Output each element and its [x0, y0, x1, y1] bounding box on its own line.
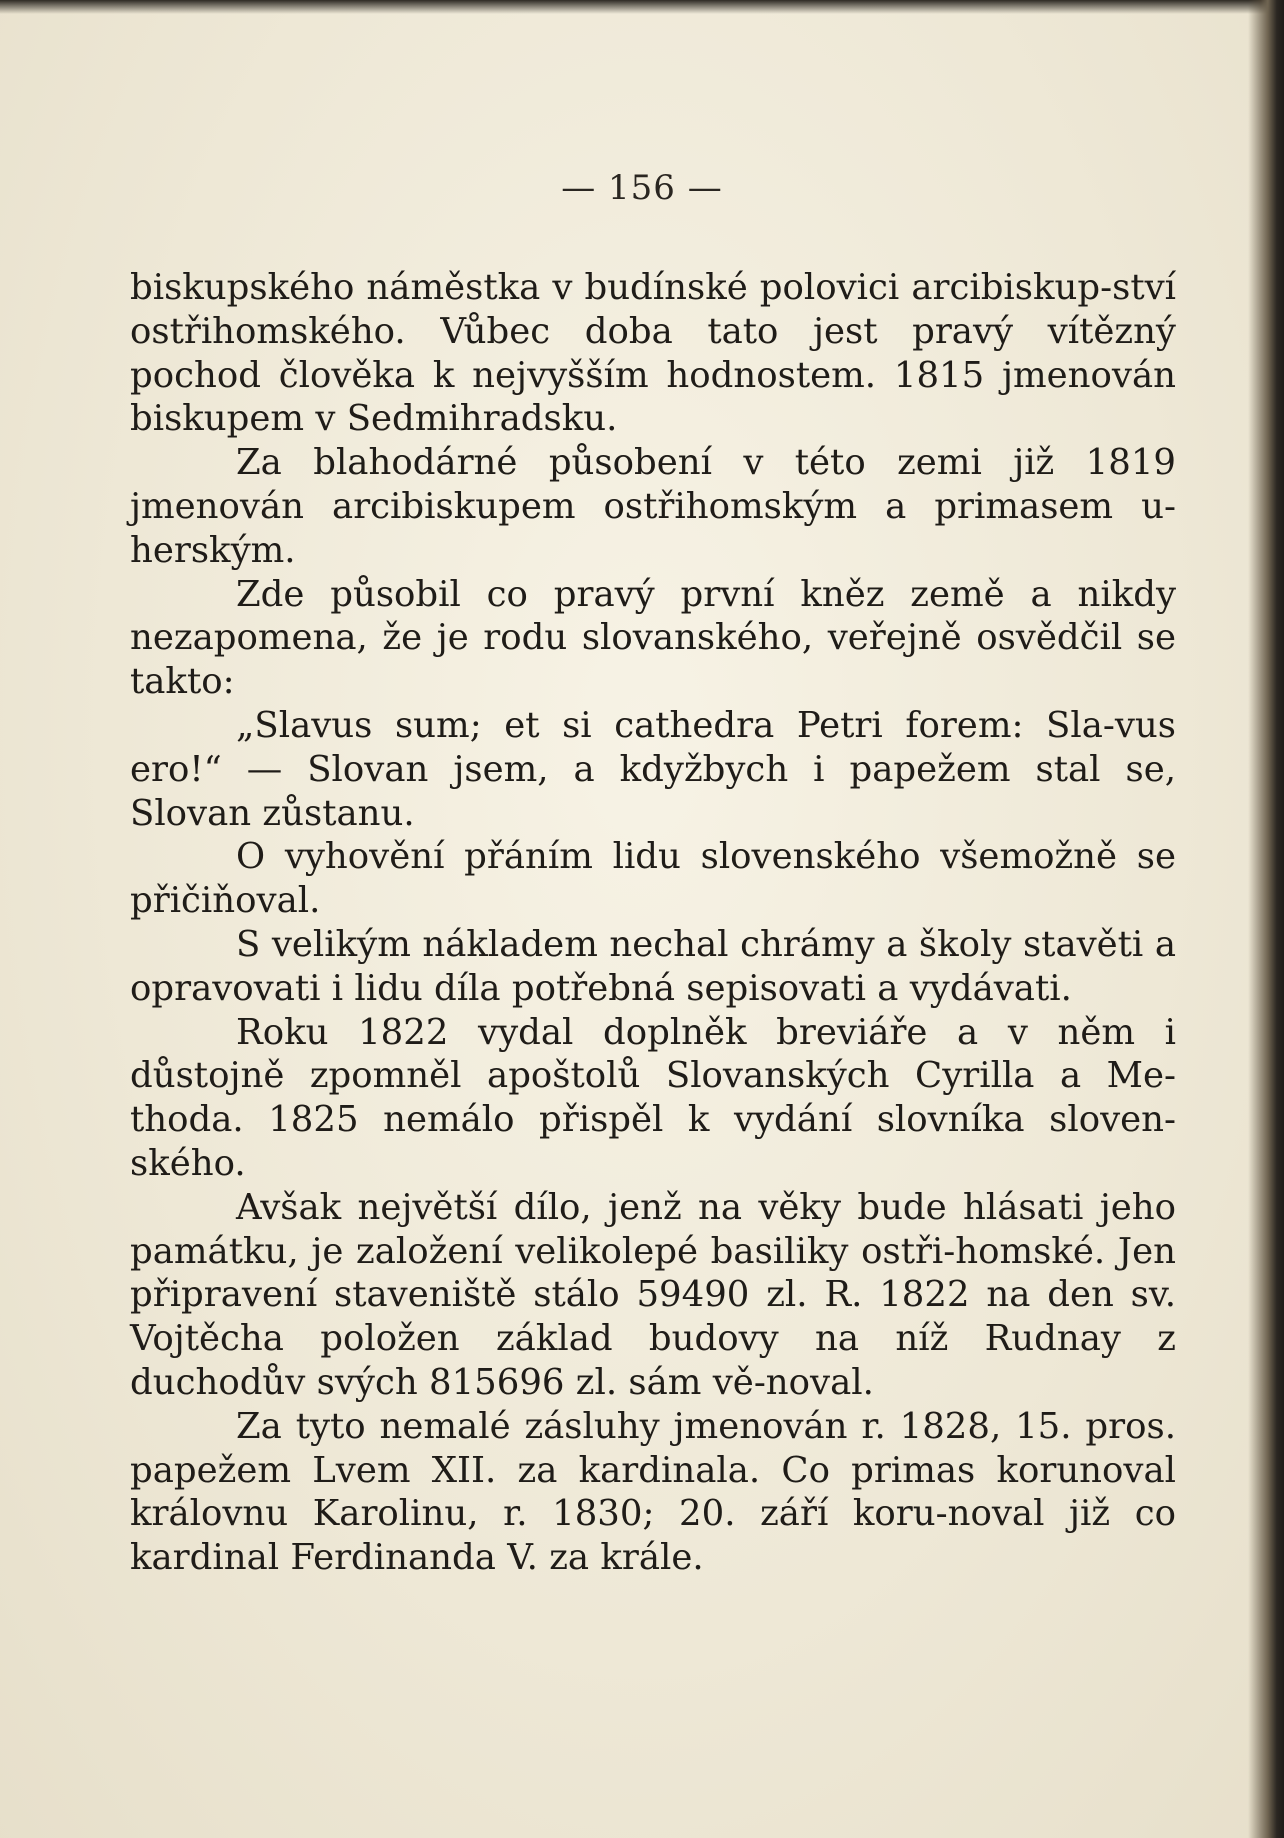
page-top-edge — [0, 0, 1284, 14]
paragraph: Zde působil co pravý první kněz země a nikdy nezapomena, že je rodu slovanského, veřejně osvědčil se takto: — [130, 573, 1176, 703]
book-spine-edge — [1248, 0, 1284, 1838]
paragraph: S velikým nákladem nechal chrámy a školy stavěti a opravovati i lidu díla potřebná sepisovati a vydávati. — [130, 923, 1176, 1009]
quotation-paragraph: „Slavus sum; et si cathedra Petri forem: Sla-vus ero!“ — Slovan jsem, a kdyžbych i papežem stal se, Slovan zůstanu. — [130, 704, 1176, 834]
body-text — [130, 266, 1176, 1580]
page-number: — 156 — — [561, 168, 723, 208]
paragraph: Za tyto nemalé zásluhy jmenován r. 1828, 15. pros. papežem Lvem XII. za kardinala. Co primas korunoval královnu Karolinu, r. 1830; 20. září koru-noval již co kardinal Ferdinanda V. za krále. — [130, 1405, 1176, 1579]
paragraph: Avšak největší dílo, jenž na věky bude hlásati jeho památku, je založení velikolepé basiliky ostři-homské. Jen připravení staveniště stálo 59490 zl. R. 1822 na den sv. Vojtěcha položen základ budovy na níž Rudnay z duchodův svých 815696 zl. sám vě-noval. — [130, 1186, 1176, 1403]
paragraph: biskupského náměstka v budínské polovici arcibiskup-ství ostřihomského. Vůbec doba tato jest pravý vítězný pochod člověka k nejvyšším hodnostem. 1815 jmenován biskupem v Sedmihradsku. — [130, 267, 1176, 440]
paragraph: O vyhovění přáním lidu slovenského všemožně se přičiňoval. — [130, 836, 1176, 922]
paragraph: Roku 1822 vydal doplněk breviáře a v něm i důstojně zpomněl apoštolů Slovanských Cyrilla a Me-thoda. 1825 nemálo přispěl k vydání slovníka sloven-ského. — [130, 1011, 1176, 1184]
paragraph: Za blahodárné působení v této zemi již 1819 jmenován arcibiskupem ostřihomským a primasem u-herským. — [130, 442, 1176, 571]
